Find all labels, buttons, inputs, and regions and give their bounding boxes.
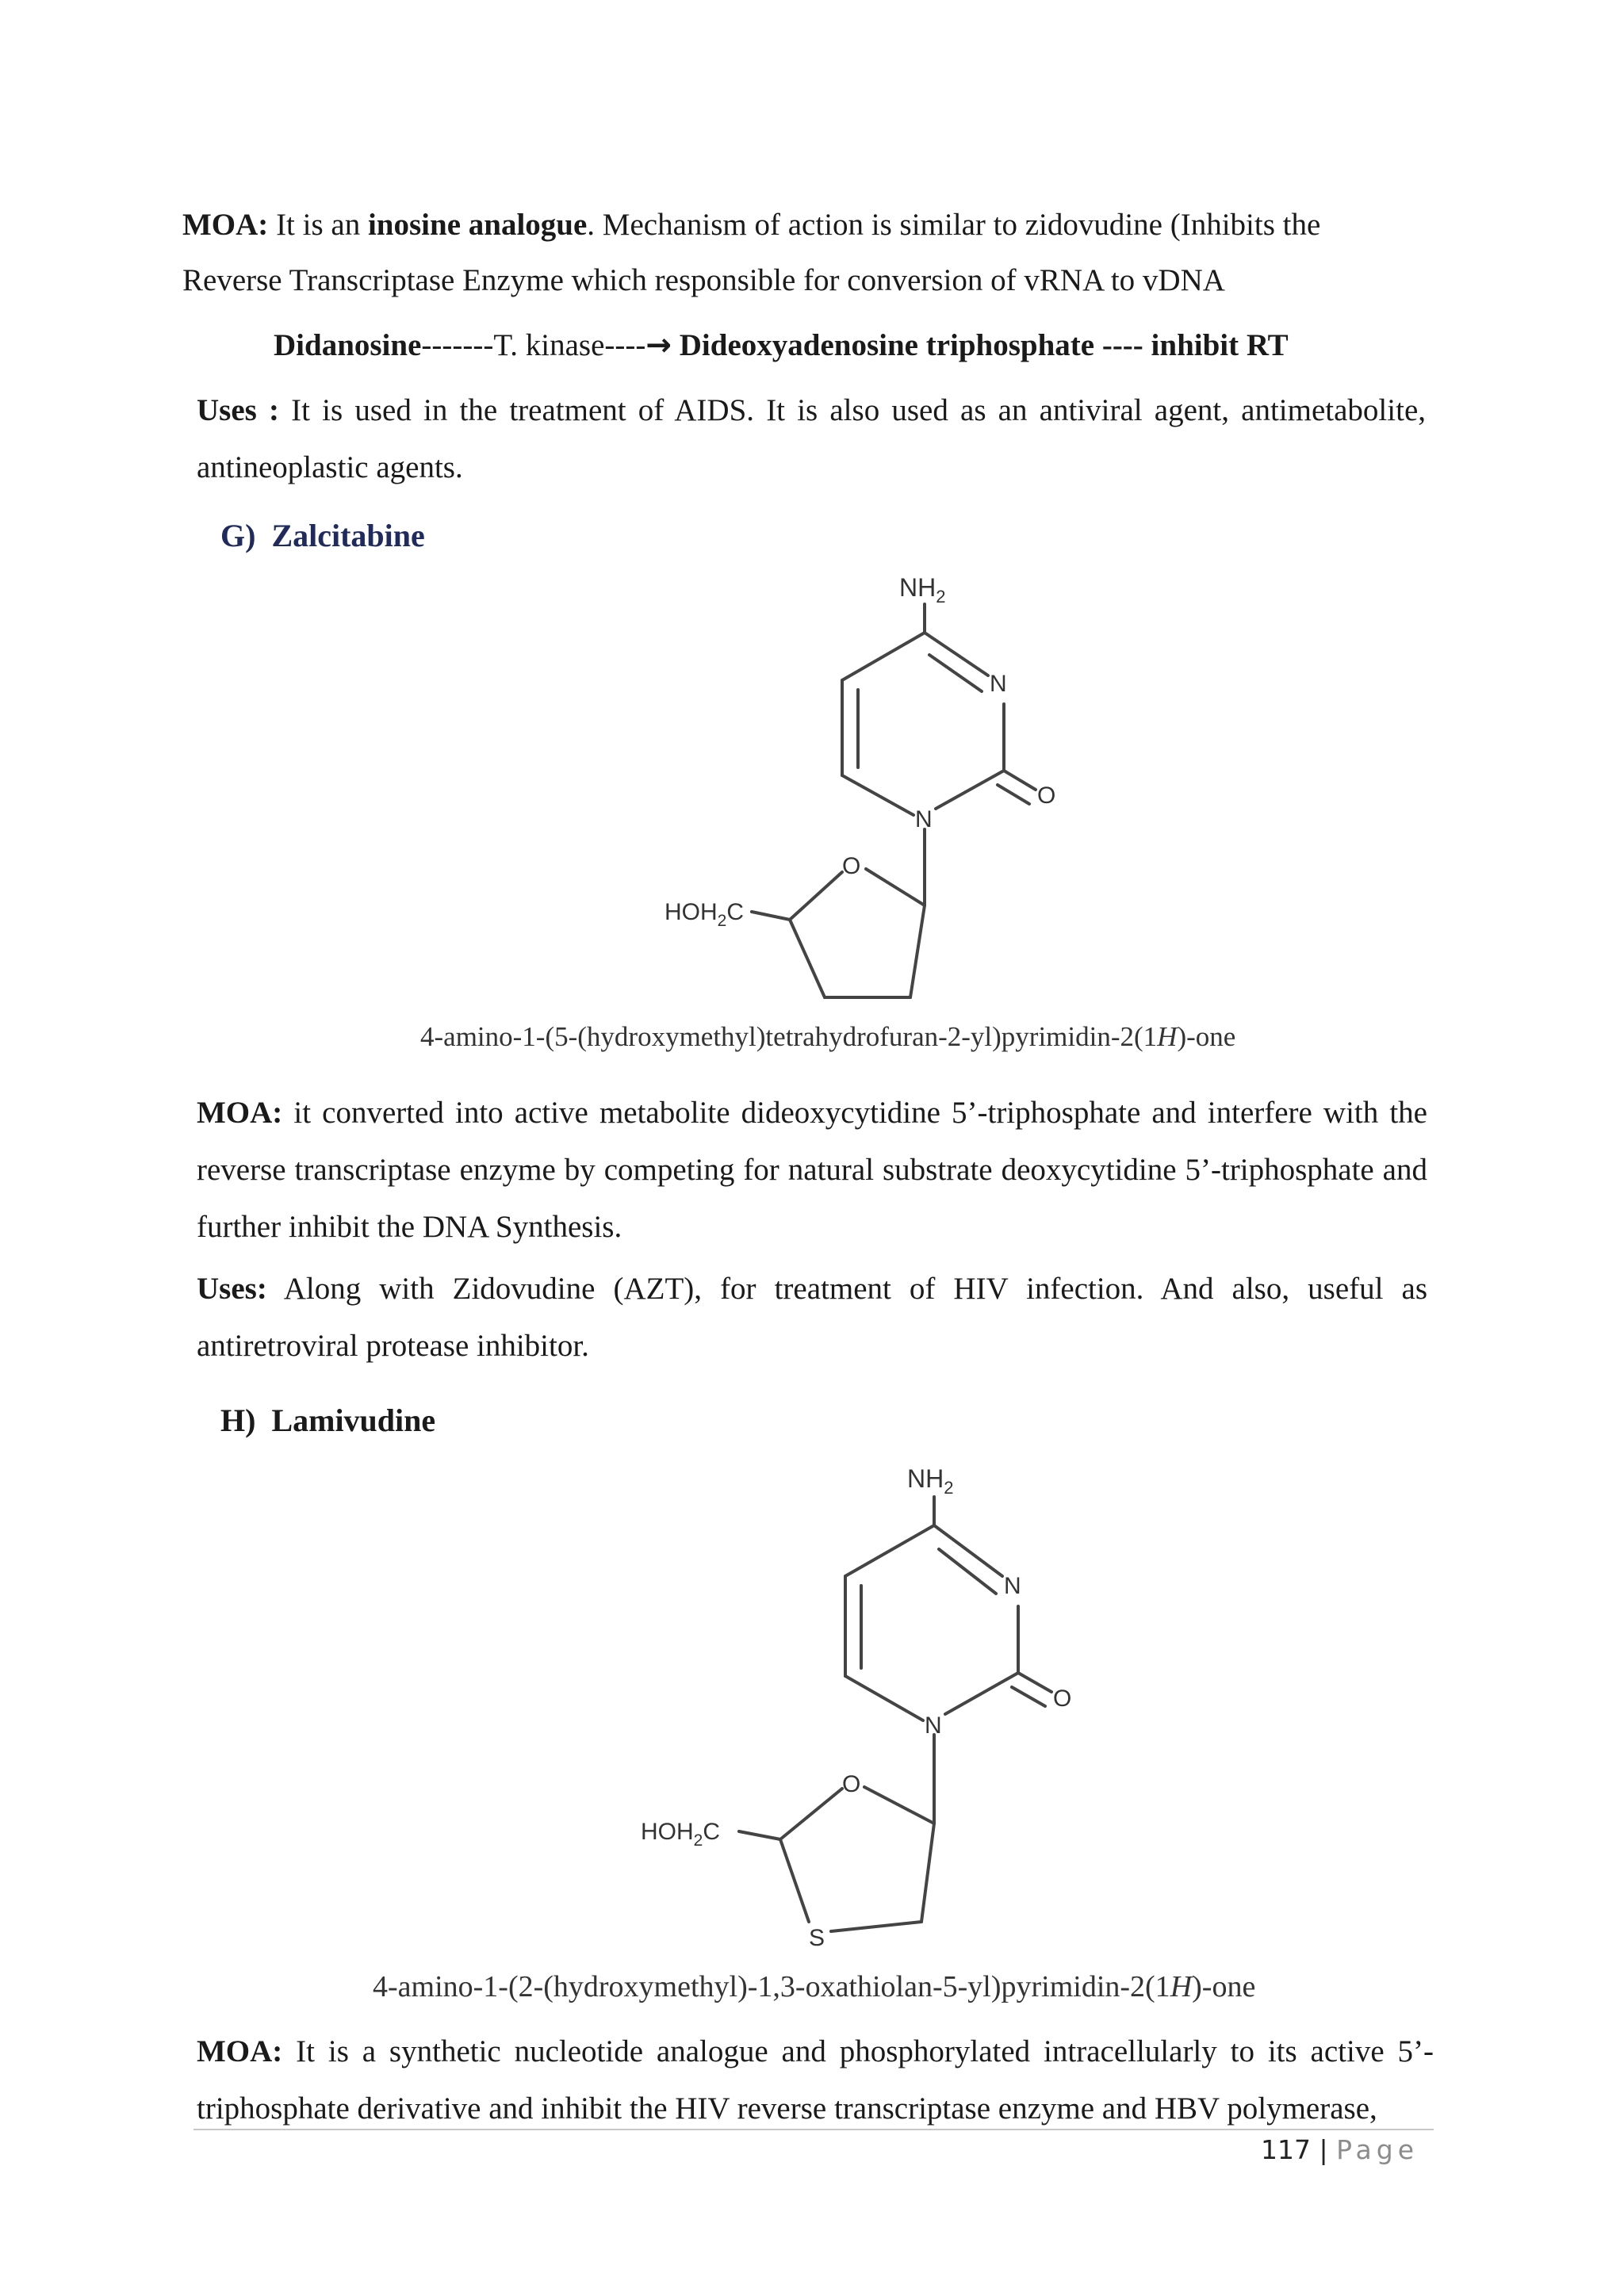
pathway-drug: Didanosine: [274, 328, 422, 362]
footer-separator: |: [1311, 2134, 1337, 2165]
n-label: N: [915, 806, 933, 832]
didanosine-pathway: [274, 317, 1463, 374]
uses-text: It is used in the treatment of AIDS. It is also used as an antiviral agent, antimetabolite, antineoplastic agents.: [197, 393, 1426, 484]
lamivudine-moa: [197, 2023, 1434, 2137]
page-label: Page: [1336, 2134, 1419, 2165]
o-label: O: [842, 1771, 861, 1797]
zalcitabine-heading: [220, 517, 425, 554]
didanosine-moa-line1: [182, 197, 1419, 254]
o-label: O: [842, 853, 861, 879]
moa-text: . Mechanism of action is similar to zidovudine (Inhibits the: [587, 208, 1321, 242]
s-label: S: [809, 1925, 825, 1951]
nh2-label: $NH_2$: [907, 1464, 954, 1498]
zalcitabine-structure: [634, 563, 1110, 1023]
o-label: O: [1037, 783, 1056, 809]
uses-label: Uses :: [197, 393, 279, 427]
moa-label: MOA:: [197, 1096, 283, 1130]
footer-divider: [193, 2129, 1434, 2130]
heading-name: Zalcitabine: [271, 518, 425, 553]
pathway-step: -------T. kinase----: [421, 328, 646, 362]
heading-letter: G): [220, 518, 256, 553]
moa-text: It is a synthetic nucleotide analogue and phosphorylated intracellularly to its active 5’-triphosphate derivative and inhibit the HIV reverse transcriptase enzyme and HBV polymerase,: [197, 2034, 1434, 2126]
uses-text: Along with Zidovudine (AZT), for treatment of HIV infection. And also, useful as antiretroviral protease inhibitor.: [197, 1272, 1427, 1363]
heading-name: Lamivudine: [271, 1402, 436, 1438]
didanosine-uses: [197, 382, 1426, 496]
pathway-target: inhibit RT: [1143, 328, 1289, 362]
uses-label: Uses:: [197, 1272, 267, 1306]
pathway-product: Dideoxyadenosine triphosphate ----: [672, 328, 1143, 362]
moa-text: It is an: [268, 208, 368, 242]
page-footer: [1261, 2134, 1419, 2165]
n-label: N: [1004, 1573, 1021, 1599]
o-label: O: [1053, 1686, 1072, 1712]
didanosine-moa-line2: Reverse Transcriptase Enzyme which responsible for conversion of vRNA to vDNA: [182, 263, 1225, 297]
n-label: N: [925, 1712, 942, 1739]
moa-text: it converted into active metabolite dideoxycytidine 5’-triphosphate and interfere with the reverse transcriptase enzyme by competing for natural substrate deoxycytidine 5’-triphosphate and further inhibit the DNA Synthesis.: [197, 1096, 1427, 1244]
arrow-right-icon: →: [645, 327, 672, 363]
nh2-label: $NH_2$: [899, 573, 946, 607]
zalcitabine-uses: [197, 1261, 1427, 1375]
hoh2c-label: $HOH_2C$: [665, 899, 745, 930]
page-number: 117: [1261, 2134, 1311, 2165]
hoh2c-label: $HOH_2C$: [641, 1819, 721, 1850]
zalcitabine-iupac-name: 4-amino-1-(5-(hydroxymethyl)tetrahydrofuran-2-yl)pyrimidin-2(1H)-one: [420, 1021, 1236, 1052]
n-label: N: [990, 671, 1007, 697]
moa-label: MOA:: [182, 208, 269, 242]
moa-label: MOA:: [197, 2034, 283, 2068]
heading-letter: H): [220, 1402, 256, 1438]
moa-bold-term: inosine analogue: [367, 208, 588, 242]
lamivudine-structure: [619, 1451, 1110, 1958]
zalcitabine-moa: [197, 1085, 1427, 1256]
lamivudine-iupac-name: 4-amino-1-(2-(hydroxymethyl)-1,3-oxathiolan-5-yl)pyrimidin-2(1H)-one: [373, 1970, 1256, 2003]
lamivudine-heading: [220, 1402, 435, 1439]
